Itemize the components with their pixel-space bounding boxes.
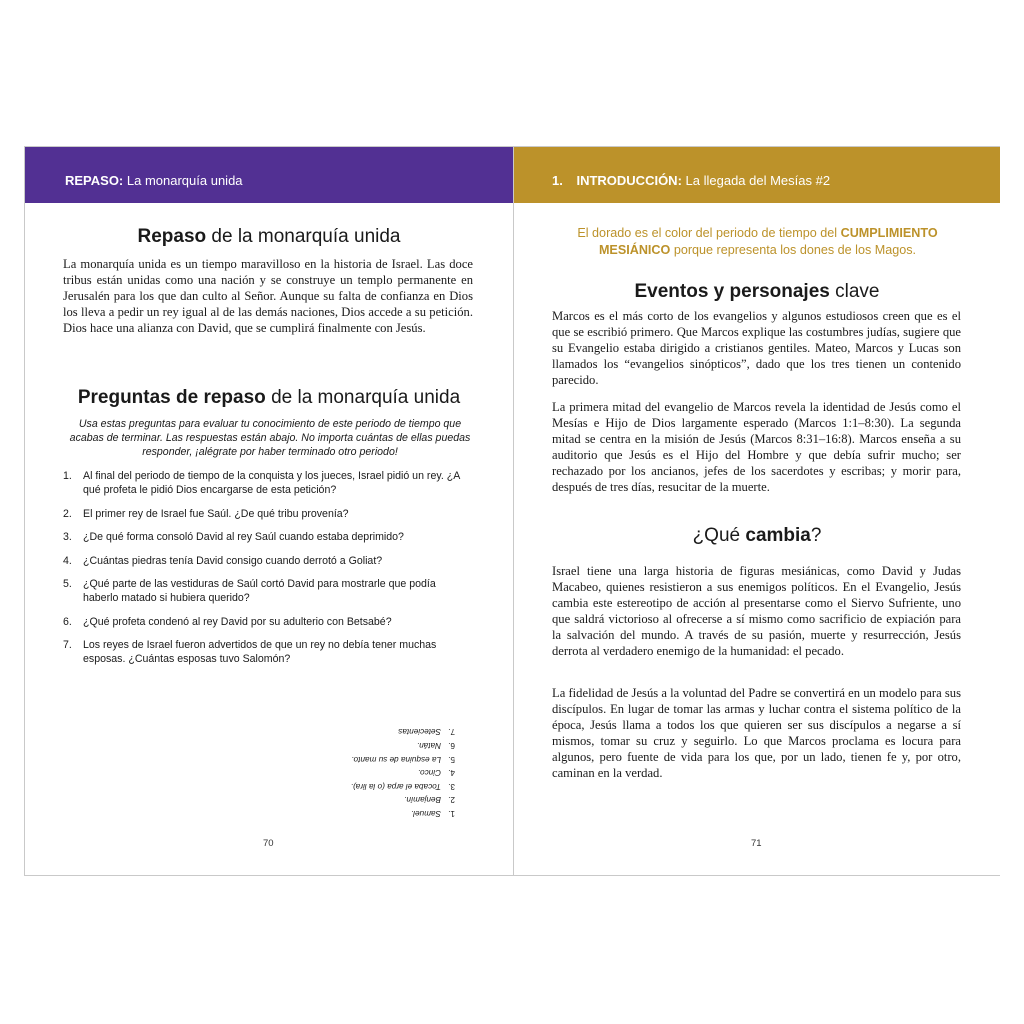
questions-title: [25, 387, 513, 409]
events-paragraph-1: Marcos es el más corto de los evangelios y algunos estudiosos creen que es el que se escribió primero. Que Marcos explique las costumbres judías, sugiere que su Evangelio estaba dirigido a cristianos gentiles. Mateo, Marcos y Lucas son llamados los “evangelios sinópticos”, dado que los tres tienen un contenido parecido.: [552, 309, 961, 387]
question-text: Al final del periodo de tiempo de la conquista y los jueces, Israel pidió un rey. ¿A qué profeta le pidió Dios encargarse de esta petición?: [83, 470, 460, 496]
left-page-header: [25, 147, 513, 203]
questions-title-rest: de la monarquía unida: [271, 387, 461, 408]
question-number: 3.: [63, 531, 72, 543]
period-note-post: porque representa los dones de los Magos.: [673, 243, 917, 257]
answer-item: [345, 752, 455, 766]
right-page-header: [514, 147, 1000, 203]
question-text: El primer rey de Israel fue Saúl. ¿De qué tribu provenía?: [83, 507, 349, 520]
answer-key-upside-down: [345, 720, 455, 820]
question-number: 5.: [63, 578, 72, 590]
answer-number: 4.: [448, 768, 455, 778]
question-text: Los reyes de Israel fueron advertidos de que un rey no debía tener muchas esposas. ¿Cuántas esposas tuvo Salomón?: [83, 639, 437, 665]
changes-title: [514, 525, 1000, 547]
changes-title-bold: cambia: [745, 525, 811, 546]
answer-number: 3.: [448, 781, 455, 791]
answer-number: 5.: [448, 754, 455, 764]
answer-text: La esquina de su manto.: [351, 754, 441, 764]
changes-title-pre: ¿Qué: [692, 525, 741, 546]
answer-text: Samuel.: [410, 809, 441, 818]
question-number: 2.: [63, 507, 72, 520]
header-bold-label: INTRODUCCIÓN:: [576, 173, 682, 188]
question-text: ¿Qué parte de las vestiduras de Saúl cortó David para mostrarle que podía haberlo matado si hubiera querido?: [83, 578, 436, 604]
question-text: ¿Cuántas piedras tenía David consigo cuando derrotó a Goliat?: [83, 554, 383, 567]
header-label: La llegada del Mesías #2: [685, 173, 831, 188]
events-paragraph-2: La primera mitad del evangelio de Marcos revela la identidad de Jesús como el Mesías e Hijo de Dios largamente esperado (Marcos 1:1–8:30). La segunda mitad se centra en la misión de Jesús (Marcos 8:31–16:8). Marcos enseña a su auditorio que Jesús es el Hijo del Hombre y que debía sufrir mucho; ser rechazado por los ancianos, jefes de los sacerdotes y escribas; y morir para, después de tres días, resucitar de la muerte.: [552, 400, 961, 494]
changes-title-post: ?: [810, 525, 822, 546]
header-label: La monarquía unida: [126, 173, 243, 188]
page-number-left: 70: [263, 838, 274, 849]
answer-item: [345, 779, 455, 793]
question-item: [63, 615, 473, 629]
answer-number: 2.: [448, 795, 455, 805]
period-color-note: [544, 225, 971, 259]
page-number-right: 71: [751, 838, 762, 849]
answer-number: 7.: [448, 727, 455, 737]
events-title-bold: Eventos y personajes: [634, 281, 830, 302]
answer-item: [345, 766, 455, 780]
answer-item: [345, 806, 455, 820]
question-item: [63, 554, 473, 568]
answer-item: [345, 738, 455, 752]
question-item: [63, 530, 473, 544]
header-section-number: 1.: [552, 173, 563, 188]
question-text: ¿De qué forma consoló David al rey Saúl cuando estaba deprimido?: [83, 531, 404, 543]
answer-text: Benjamín.: [404, 795, 441, 805]
answer-text: Natán.: [416, 741, 441, 751]
review-title: [25, 226, 513, 248]
events-title: [514, 281, 1000, 303]
questions-instructions: Usa estas preguntas para evaluar tu conocimiento de este periodo de tiempo que acabas de terminar. Las respuestas están abajo. No importa cuántas de ellas puedas responder, ¡alégrate por haber terminado otro periodo!: [69, 418, 471, 458]
events-title-rest: clave: [835, 281, 880, 302]
questions-title-bold: Preguntas de repaso: [77, 387, 266, 408]
period-note-bold: CUMPLIMIENTO MESIÁNICO: [598, 226, 938, 257]
question-number: 4.: [63, 554, 72, 567]
answer-text: Setecientas: [398, 727, 441, 737]
question-item: [63, 507, 473, 521]
question-item: [63, 577, 473, 605]
answer-item: [345, 793, 455, 807]
changes-paragraph-1: Israel tiene una larga historia de figuras mesiánicas, como David y Judas Macabeo, quienes resistieron a sus enemigos políticos. En el Evangelio, Jesús cambia este estereotipo de acción al presentarse como el Siervo Sufriente, uno que saldrá victorioso al ofrecerse a sí mismo como sacrificio de expiación para la salvación del mundo. A través de su pasión, muerte y resurrección, Jesús derrota al verdadero enemigo de la humanidad: el pecado.: [552, 564, 961, 658]
header-bold-label: REPASO:: [65, 173, 124, 188]
answer-text: Tocaba el arpa (o la lira).: [350, 781, 441, 791]
changes-paragraph-2: La fidelidad de Jesús a la voluntad del Padre se convertirá en un modelo para sus discípulos. En lugar de tomar las armas y luchar contra el sistema político de la época, Jesús llama a todos los que quieren ser sus discípulos a negarse a sí mismos, tomar su cruz y seguirlo. Lo que Marcos proclama es locura para algunos, pero fuente de vida para los que, por un lado, tienen fe y, por otro, caminan en la verdad.: [552, 686, 961, 780]
question-number: 6.: [63, 615, 72, 628]
question-number: 7.: [63, 639, 72, 651]
right-page: [513, 146, 1000, 876]
answer-text: Cinco.: [417, 768, 441, 778]
question-number: 1.: [63, 470, 72, 482]
question-item: [63, 469, 473, 497]
question-item: [63, 638, 473, 666]
answer-number: 6.: [448, 741, 455, 751]
answer-item: [345, 725, 455, 739]
answer-number: 1.: [448, 809, 455, 818]
period-note-pre: El dorado es el color del periodo de tiempo del: [577, 226, 838, 240]
review-body: La monarquía unida es un tiempo maravilloso en la historia de Israel. Las doce tribus están unidas como una nación y se construye un templo permanente en Jerusalén para los que dan culto al Señor. Aunque su falta de confianza en Dios los lleva a pedir un rey igual al de las demás naciones, Dios accede a su petición. Dios hace una alianza con David, que se cumplirá finalmente con Jesús.: [63, 257, 473, 335]
review-title-bold: Repaso: [137, 226, 207, 247]
question-text: ¿Qué profeta condenó al rey David por su adulterio con Betsabé?: [83, 615, 392, 628]
question-list: [63, 469, 473, 676]
review-title-rest: de la monarquía unida: [211, 226, 401, 247]
left-page: [24, 146, 514, 876]
